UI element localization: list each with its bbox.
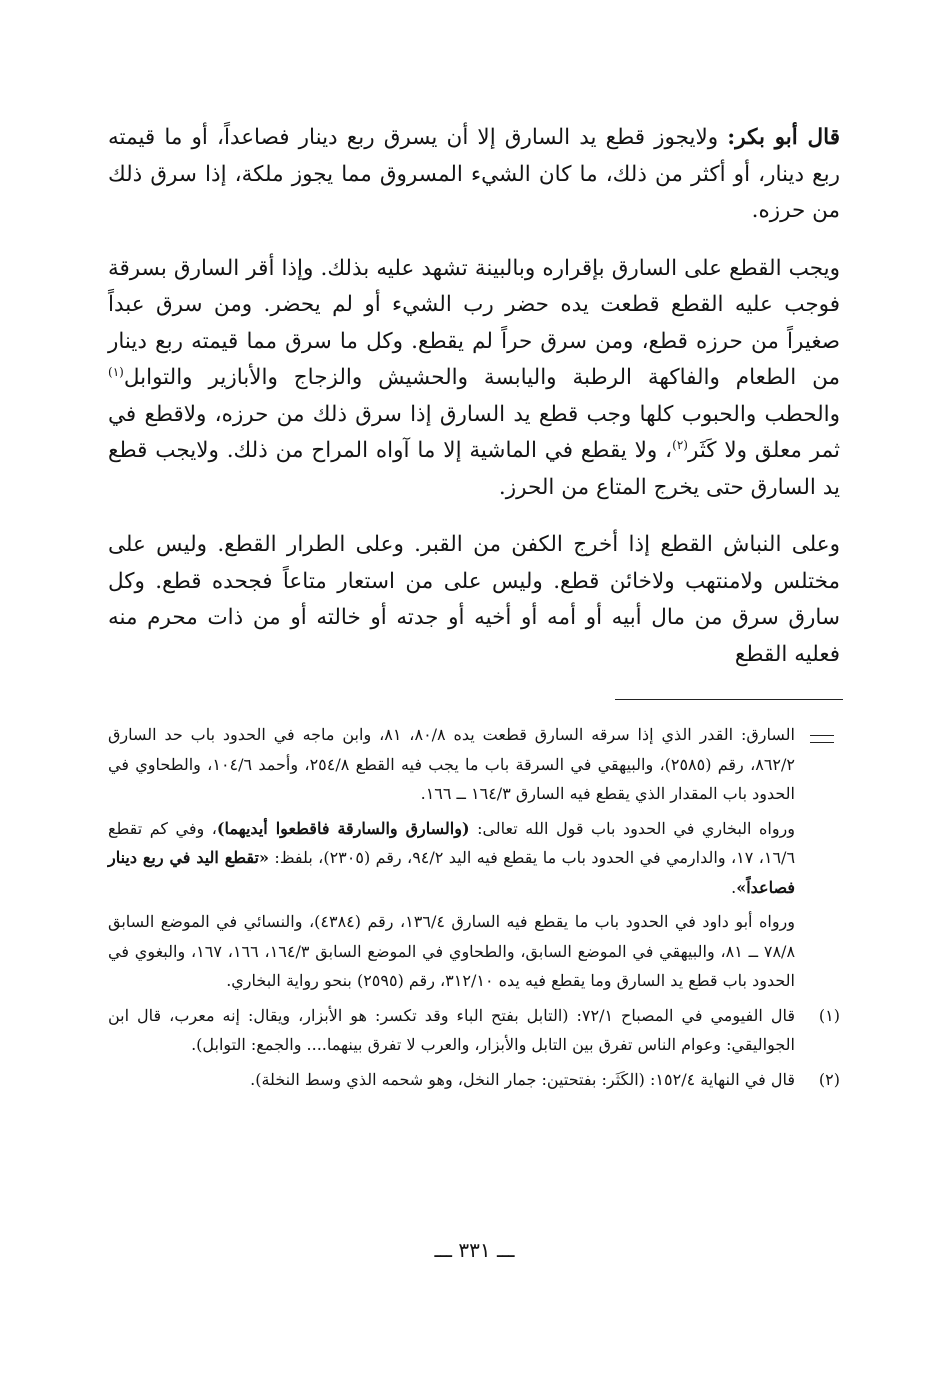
footnote-ref-2: (٢) [672, 437, 688, 452]
footnote-2 [108, 1065, 840, 1095]
footnote-1-text: قال الفيومي في المصباح ٧٢/١: (التابل بفتح الباء وقد تكسر: هو الأبزار، ويقال: إنه معرب، قال ابن الجواليقي: وعوام الناس تفرق بين التابل والأبزار، والعرب لا تفرق بينهما.... والجمع: التوابل). [108, 1005, 795, 1054]
hadith-quote: «تقطع اليد في ربع دينار فصاعداً» [108, 848, 795, 897]
paragraph-2-part-b: والحطب والحبوب كلها وجب قطع يد السارق إذا سرق ذلك من حرزه، ولاقطع في ثمر معلق ولا كَثَر [108, 401, 840, 463]
footnote-separator [615, 699, 843, 700]
paragraph-2-part-c: ، ولا يقطع في الماشية إلا ما آواه المراح من ذلك. ولايجب قطع يد السارق حتى يخرج المتاع من الحرز. [108, 438, 840, 500]
main-text [108, 120, 840, 694]
paragraph-lead: قال أبو بكر: [727, 125, 840, 150]
paragraph-3: وعلى النباش القطع إذا أخرج الكفن من القبر. وعلى الطرار القطع. وليس على مختلس ولامنتهب ولاخائن قطع. وليس على من استعار متاعاً فجحده قطع. وكل سارق سرق من مال أبيه أو أمه أو أخيه أو جدته أو خالته أو من ذات محرم منه فعليه القطع [108, 532, 840, 667]
footnote-continued [108, 720, 840, 809]
paragraph-1-body: ولايجوز قطع يد السارق إلا أن يسرق ربع دينار فصاعداً، أو ما قيمته ربع دينار، أو أكثر من ذلك، ما كان الشيء المسروق مما يجوز ملكة، إذا سرق ذلك من حرزه. [108, 125, 840, 223]
quran-quote: (والسارق والسارقة فاقطعوا أيديهما) [216, 818, 470, 838]
paragraph-2-part-a: ويجب القطع على السارق بإقراره وبالبينة تشهد عليه بذلك. وإذا أقر السارق بسرقة فوجب عليه القطع قطعت يده حضر رب الشيء أو لم يحضر. ومن سرق عبداً صغيراً من حرزه قطع، ومن سرق حراً لم يقطع. وكل ما سرق مما قيمته ربع دينار من الطعام والفاكهة الرطبة واليابسة والحشيش والزجاج والأبازير والتوابل [108, 255, 840, 390]
footnote-marker: (١) [818, 1005, 840, 1025]
continuation-mark-icon [810, 735, 834, 743]
footnote-text: ورواه البخاري في الحدود باب قول الله تعالى: [469, 818, 796, 838]
paragraph-2 [108, 251, 840, 507]
page-number: ـــ ٣٣١ ـــ [434, 1238, 515, 1262]
footnote-2-text: قال في النهاية ١٥٢/٤: (الكَثَر: بفتحتين: جمار النخل، وهو شحمه الذي وسط النخلة). [250, 1069, 795, 1089]
footnotes [108, 720, 840, 1099]
footnote-text: ، وفي كم تقطع ١٦/٦، ١٧، والدارمي في الحدود باب ما يقطع فيه اليد ٩٤/٢، رقم (٢٣٠٥)، بلفظ: [108, 818, 796, 867]
footnote-continued-paragraph-2 [108, 814, 840, 903]
footnote-1 [108, 1001, 840, 1060]
paragraph-1 [108, 120, 840, 230]
footnote-marker: (٢) [818, 1069, 840, 1089]
footnote-text: . [731, 877, 737, 897]
footnote-continued-text: السارق: القدر الذي إذا سرقه السارق قطعت يده ٨٠/٨، ٨١، وابن ماجه في الحدود باب حد السارق ٨٦٢/٢، رقم (٢٥٨٥)، والبيهقي في السرقة باب ما يجب فيه القطع ٢٥٤/٨، وأحمد ١٠٤/٦، والطحاوي في الحدود باب المقدار الذي يقطع فيه السارق ١٦٤/٣ ــ ١٦٦. [108, 725, 795, 803]
footnote-continued-paragraph-3: ورواه أبو داود في الحدود باب ما يقطع فيه السارق ١٣٦/٤، رقم (٤٣٨٤)، والنسائي في الموضع السابق ٧٨/٨ ــ ٨١، والبيهقي في الموضع السابق، والطحاوي في الموضع السابق ١٦٤/٣، ١٦٦، ١٦٧، والبغوي في الحدود باب قطع يد السارق وما يقطع فيه يده ٣١٢/١٠، رقم (٢٥٩٥) بنحو رواية البخاري. [108, 912, 796, 990]
footnote-ref-1: (١) [108, 364, 124, 379]
